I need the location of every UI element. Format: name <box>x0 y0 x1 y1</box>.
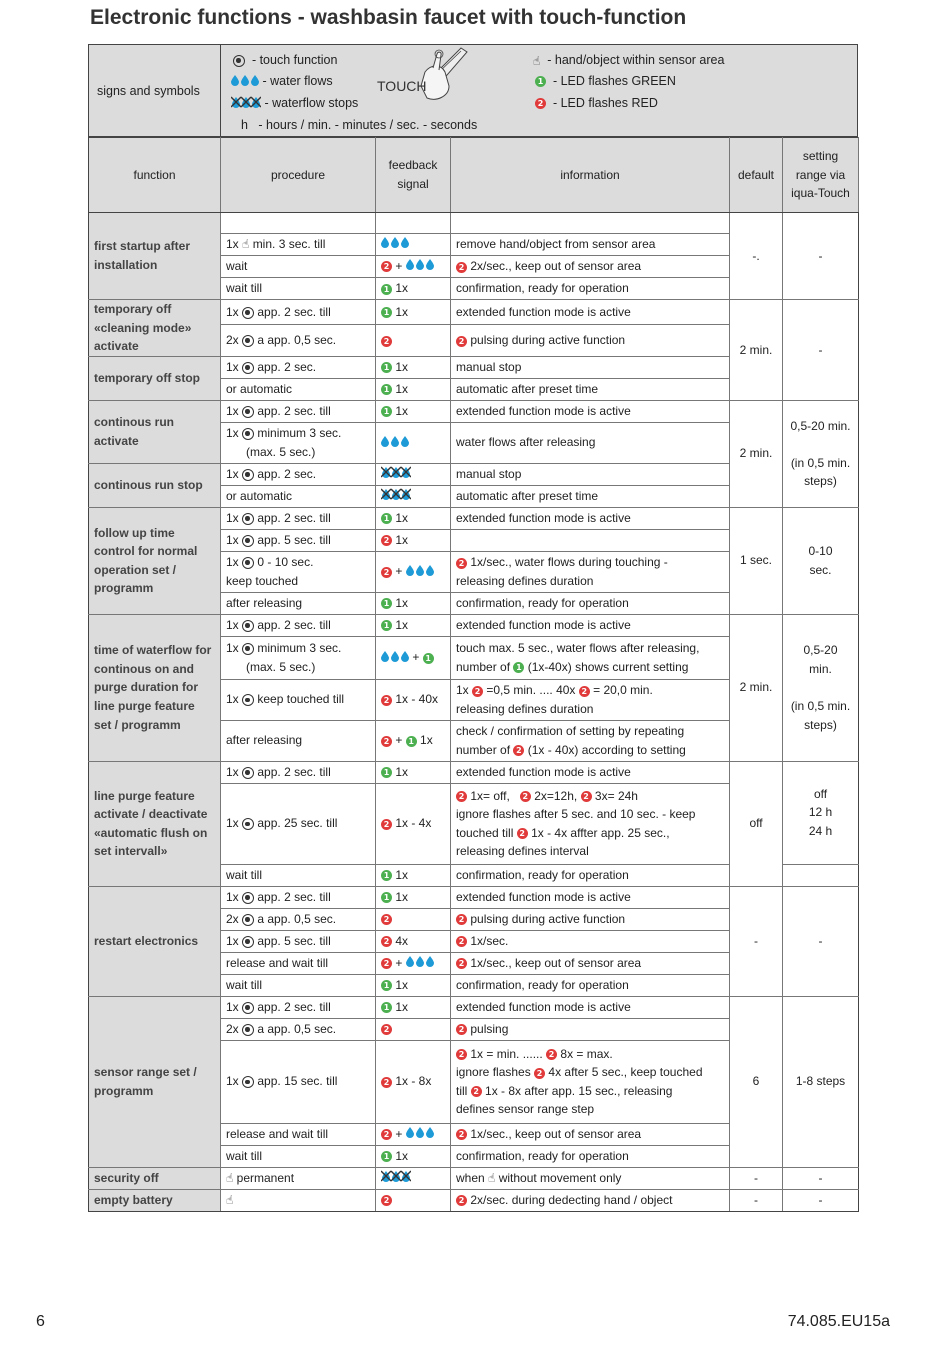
table-row <box>89 886 859 908</box>
feedback-cell: 1 1x <box>376 996 451 1018</box>
led-green-icon: 1 <box>381 892 392 903</box>
led-green-icon: 1 <box>406 736 417 747</box>
touch-icon <box>242 1024 254 1036</box>
legend-water-flows-label: - water flows <box>262 74 333 88</box>
waterflow-stop-icon <box>381 1169 411 1188</box>
default-value: 6 <box>730 996 783 1167</box>
table-header-row <box>89 138 859 213</box>
information-cell: extended function mode is active <box>451 886 730 908</box>
information-cell: 2 1x/sec., keep out of sensor area <box>451 1123 730 1145</box>
procedure-cell: 1x app. 2 sec. till <box>221 507 376 529</box>
col-information: information <box>451 138 730 213</box>
information-cell: 1x 2 =0,5 min. .... 40x 2 = 20,0 min. releasing defines duration <box>451 679 730 720</box>
col-feedback: feedback signal <box>376 138 451 213</box>
legend-hand <box>533 53 724 68</box>
feedback-cell: 2 + <box>376 551 451 592</box>
information-cell: water flows after releasing <box>451 422 730 463</box>
led-red-icon: 2 <box>381 1195 392 1206</box>
procedure-cell: 2x a app. 0,5 sec. <box>221 325 376 356</box>
led-red-icon: 2 <box>513 745 524 756</box>
information-cell: 2 1x = min. ...... 2 8x = max. ignore flashes 2 4x after 5 sec., keep touched till 2 1x - 8x after app. 15 sec., releasing defines sensor range step <box>451 1040 730 1123</box>
legend-waterflow-stops <box>231 96 358 111</box>
function-security-off: security off <box>89 1167 221 1189</box>
feedback-cell <box>376 325 451 356</box>
table-row <box>89 300 859 325</box>
table-row <box>89 213 859 234</box>
procedure-cell: 2x a app. 0,5 sec. <box>221 1018 376 1040</box>
led-red-icon: 2 <box>381 336 392 347</box>
information-cell: confirmation, ready for operation <box>451 864 730 886</box>
information-cell: extended function mode is active <box>451 400 730 422</box>
setting-range: 0-10 sec. <box>783 507 859 614</box>
feedback-cell: 2 + 1 1x <box>376 720 451 761</box>
page-title: Electronic functions - washbasin faucet with touch-function <box>90 6 687 29</box>
touch-icon <box>242 535 254 547</box>
procedure-cell: 1x app. 2 sec. till <box>221 614 376 636</box>
water-drops-icon <box>406 563 434 582</box>
information-cell: 2 pulsing <box>451 1018 730 1040</box>
led-red-icon: 2 <box>456 336 467 347</box>
feedback-cell <box>376 1167 451 1189</box>
information-cell: when ☝ without movement only <box>451 1167 730 1189</box>
document-code: 74.085.EU15a <box>787 1313 890 1330</box>
feedback-cell: 2 1x - 4x <box>376 783 451 864</box>
water-drops-icon <box>406 257 434 276</box>
feedback-cell: 1 1x <box>376 378 451 400</box>
procedure-cell: 1x app. 2 sec. till <box>221 300 376 325</box>
procedure-cell: 2x a app. 0,5 sec. <box>221 908 376 930</box>
feedback-cell: 1 1x <box>376 864 451 886</box>
default-value: - <box>730 1189 783 1211</box>
feedback-cell: 2 1x <box>376 529 451 551</box>
water-drops-icon <box>231 74 259 89</box>
led-red-icon: 2 <box>546 1049 557 1060</box>
hand-icon: ☝ <box>488 1171 496 1186</box>
table-row <box>89 1189 859 1211</box>
procedure-cell: 1x app. 2 sec. till <box>221 400 376 422</box>
led-red-icon: 2 <box>381 819 392 830</box>
led-green-icon: 1 <box>381 620 392 631</box>
feedback-cell: 1 1x <box>376 300 451 325</box>
feedback-cell <box>376 422 451 463</box>
led-green-icon: 1 <box>381 1151 392 1162</box>
col-function: function <box>89 138 221 213</box>
default-value: 2 min. <box>730 400 783 507</box>
feedback-cell: 1 1x <box>376 761 451 783</box>
feedback-cell: 1 1x <box>376 886 451 908</box>
default-value: -. <box>730 213 783 300</box>
feedback-cell: 2 1x - 8x <box>376 1040 451 1123</box>
led-red-icon: 2 <box>381 535 392 546</box>
setting-range: 1-8 steps <box>783 996 859 1167</box>
touch-icon <box>242 694 254 706</box>
procedure-cell: wait <box>221 256 376 278</box>
information-cell: confirmation, ready for operation <box>451 974 730 996</box>
water-drops-icon <box>406 1125 434 1144</box>
led-red-icon: 2 <box>456 558 467 569</box>
led-green-icon: 1 <box>381 307 392 318</box>
default-value: 2 min. <box>730 614 783 761</box>
information-cell: confirmation, ready for operation <box>451 278 730 300</box>
table-row <box>89 761 859 783</box>
procedure-cell: 1x app. 2 sec. <box>221 463 376 485</box>
feedback-cell: 1 1x <box>376 974 451 996</box>
touch-illustration <box>375 42 470 109</box>
hand-icon: ☝ <box>226 1193 234 1208</box>
led-red-icon: 2 <box>456 1195 467 1206</box>
setting-range: - <box>783 1167 859 1189</box>
led-green-icon: 1 <box>381 513 392 524</box>
function-line-purge: line purge feature activate / deactivate «automatic flush on set intervall» <box>89 761 221 886</box>
information-cell: 2 2x/sec., keep out of sensor area <box>451 256 730 278</box>
feedback-cell: 2 + <box>376 256 451 278</box>
touch-icon <box>242 335 254 347</box>
information-cell: 2 pulsing during active function <box>451 908 730 930</box>
feedback-cell: 1 1x <box>376 356 451 378</box>
led-red-icon: 2 <box>581 791 592 802</box>
procedure-cell: 1x app. 2 sec. till <box>221 996 376 1018</box>
setting-range: 0,5-20 min. (in 0,5 min. steps) <box>783 614 859 761</box>
waterflow-stop-icon <box>381 487 411 506</box>
procedure-cell: 1x 0 - 10 sec. keep touched <box>221 551 376 592</box>
legend-touch-label: - touch function <box>251 53 338 67</box>
legend-green-label: - LED flashes GREEN <box>552 74 676 88</box>
led-green-icon: 1 <box>381 384 392 395</box>
function-time-of-waterflow: time of waterflow for continous on and purge duration for line purge feature set / programm <box>89 614 221 761</box>
function-continous-run-stop: continous run stop <box>89 463 221 507</box>
led-red-icon: 2 <box>381 736 392 747</box>
procedure-cell: wait till <box>221 974 376 996</box>
setting-range: - <box>783 886 859 996</box>
procedure-cell: 1x minimum 3 sec. (max. 5 sec.) <box>221 636 376 679</box>
led-red-icon: 2 <box>381 1077 392 1088</box>
information-cell: automatic after preset time <box>451 485 730 507</box>
information-cell <box>451 529 730 551</box>
legend-red-label: - LED flashes RED <box>552 96 658 110</box>
function-temporary-off-activate: temporary off «cleaning mode» activate <box>89 300 221 357</box>
legend-waterflow-stops-label: - waterflow stops <box>264 96 359 110</box>
function-continous-run-activate: continous run activate <box>89 400 221 463</box>
touch-icon <box>242 1076 254 1088</box>
table-row <box>89 1167 859 1189</box>
touch-icon <box>242 767 254 779</box>
function-sensor-range: sensor range set / programm <box>89 996 221 1167</box>
water-drops-icon <box>381 649 409 668</box>
led-red-icon: 2 <box>381 261 392 272</box>
setting-range: - <box>783 1189 859 1211</box>
led-red-icon: 2 <box>456 791 467 802</box>
table-row <box>89 400 859 422</box>
led-red-icon: 2 <box>456 958 467 969</box>
feedback-cell: 1 1x <box>376 1145 451 1167</box>
default-value: off <box>730 761 783 886</box>
information-cell: manual stop <box>451 463 730 485</box>
legend-h-symbol: h <box>241 118 248 132</box>
information-cell: 2 1x= off, 2 2x=12h, 2 3x= 24h ignore flashes after 5 sec. and 10 sec. - keep touched till 2 1x - 4x affter app. 25 sec., releasing defines interval <box>451 783 730 864</box>
touch-icon <box>242 818 254 830</box>
touch-icon <box>242 307 254 319</box>
function-empty-battery: empty battery <box>89 1189 221 1211</box>
waterflow-stop-icon <box>381 465 411 484</box>
feedback-cell <box>376 485 451 507</box>
procedure-cell: 1x app. 15 sec. till <box>221 1040 376 1123</box>
touch-icon <box>242 620 254 632</box>
touch-icon <box>242 1002 254 1014</box>
information-cell: extended function mode is active <box>451 761 730 783</box>
default-value: - <box>730 886 783 996</box>
procedure-cell: 1x app. 2 sec. till <box>221 886 376 908</box>
setting-range: 0,5-20 min. (in 0,5 min. steps) <box>783 400 859 507</box>
led-red-icon: 2 <box>535 98 546 109</box>
legend-touch <box>233 53 337 67</box>
feedback-cell: 1 1x <box>376 400 451 422</box>
led-red-icon: 2 <box>381 695 392 706</box>
information-cell: extended function mode is active <box>451 614 730 636</box>
led-red-icon: 2 <box>456 914 467 925</box>
hand-icon: ☝ <box>533 53 541 68</box>
feedback-cell: 2 1x - 40x <box>376 679 451 720</box>
led-red-icon: 2 <box>456 936 467 947</box>
setting-range: off 12 h 24 h <box>783 761 859 864</box>
feedback-cell: + 1 <box>376 636 451 679</box>
led-green-icon: 1 <box>381 598 392 609</box>
functions-table <box>88 137 859 1212</box>
hand-icon: ☝ <box>242 237 250 252</box>
function-follow-up: follow up time control for normal operation set / programm <box>89 507 221 614</box>
table-row <box>89 996 859 1018</box>
legend-heading: signs and symbols <box>89 45 221 136</box>
procedure-cell: 1x minimum 3 sec. (max. 5 sec.) <box>221 422 376 463</box>
information-cell: extended function mode is active <box>451 507 730 529</box>
led-green-icon: 1 <box>381 1002 392 1013</box>
led-red-icon: 2 <box>381 567 392 578</box>
feedback-cell: 1 1x <box>376 278 451 300</box>
procedure-cell: 1x keep touched till <box>221 679 376 720</box>
feedback-cell: 1 1x <box>376 592 451 614</box>
default-value: 2 min. <box>730 300 783 401</box>
procedure-cell: wait till <box>221 1145 376 1167</box>
led-red-icon: 2 <box>381 1129 392 1140</box>
procedure-cell: 1x app. 5 sec. till <box>221 529 376 551</box>
touch-icon <box>242 892 254 904</box>
feedback-cell <box>376 1018 451 1040</box>
touch-icon <box>242 914 254 926</box>
led-green-icon: 1 <box>381 406 392 417</box>
feedback-cell: 2 4x <box>376 930 451 952</box>
touch-icon <box>242 936 254 948</box>
procedure-cell: ☝ permanent <box>221 1167 376 1189</box>
legend-red <box>535 96 658 110</box>
procedure-cell: 1x ☝ min. 3 sec. till <box>221 234 376 256</box>
information-cell: confirmation, ready for operation <box>451 592 730 614</box>
touch-icon <box>242 643 254 655</box>
led-green-icon: 1 <box>381 362 392 373</box>
feedback-cell <box>376 1189 451 1211</box>
touch-icon <box>242 362 254 374</box>
feedback-cell <box>376 463 451 485</box>
default-value: 1 sec. <box>730 507 783 614</box>
legend-hours <box>241 118 477 132</box>
feedback-cell <box>376 908 451 930</box>
touch-icon <box>242 428 254 440</box>
information-cell: touch max. 5 sec., water flows after releasing, number of 1 (1x-40x) shows current setting <box>451 636 730 679</box>
waterflow-stop-icon <box>231 96 261 111</box>
col-setting: setting range via iqua-Touch <box>783 138 859 213</box>
function-first-startup: first startup after installation <box>89 213 221 300</box>
procedure-cell: release and wait till <box>221 1123 376 1145</box>
procedure-cell: 1x app. 2 sec. <box>221 356 376 378</box>
information-cell: manual stop <box>451 356 730 378</box>
led-red-icon: 2 <box>534 1068 545 1079</box>
information-cell: 2 2x/sec. during dedecting hand / object <box>451 1189 730 1211</box>
table-row <box>89 614 859 636</box>
water-drops-icon <box>406 954 434 973</box>
feedback-cell: 1 1x <box>376 507 451 529</box>
setting-range: - <box>783 213 859 300</box>
default-value: - <box>730 1167 783 1189</box>
procedure-cell: or automatic <box>221 485 376 507</box>
led-red-icon: 2 <box>381 958 392 969</box>
touch-icon <box>242 469 254 481</box>
led-green-icon: 1 <box>423 653 434 664</box>
information-cell: 2 1x/sec., water flows during touching - releasing defines duration <box>451 551 730 592</box>
led-green-icon: 1 <box>381 284 392 295</box>
led-green-icon: 1 <box>513 662 524 673</box>
setting-range: - <box>783 300 859 401</box>
water-drops-icon <box>381 434 409 453</box>
led-red-icon: 2 <box>456 1129 467 1140</box>
led-green-icon: 1 <box>535 76 546 87</box>
feedback-cell: 2 + <box>376 952 451 974</box>
page-number: 6 <box>36 1313 45 1330</box>
led-red-icon: 2 <box>456 1049 467 1060</box>
procedure-cell: after releasing <box>221 720 376 761</box>
function-temporary-off-stop: temporary off stop <box>89 356 221 400</box>
legend-hours-label: - hours / min. - minutes / sec. - seconds <box>258 118 478 132</box>
procedure-cell: release and wait till <box>221 952 376 974</box>
feedback-cell: 1 1x <box>376 614 451 636</box>
led-red-icon: 2 <box>381 936 392 947</box>
procedure-cell: or automatic <box>221 378 376 400</box>
feedback-cell: 2 + <box>376 1123 451 1145</box>
touch-icon <box>242 557 254 569</box>
information-cell: confirmation, ready for operation <box>451 1145 730 1167</box>
procedure-cell: after releasing <box>221 592 376 614</box>
led-green-icon: 1 <box>381 980 392 991</box>
led-red-icon: 2 <box>517 828 528 839</box>
col-default: default <box>730 138 783 213</box>
procedure-cell: 1x app. 25 sec. till <box>221 783 376 864</box>
led-red-icon: 2 <box>456 262 467 273</box>
led-red-icon: 2 <box>472 686 483 697</box>
procedure-cell: wait till <box>221 278 376 300</box>
procedure-cell: 1x app. 5 sec. till <box>221 930 376 952</box>
information-cell: extended function mode is active <box>451 300 730 325</box>
information-cell: 2 pulsing during active function <box>451 325 730 356</box>
information-cell: 2 1x/sec. <box>451 930 730 952</box>
feedback-cell <box>376 234 451 256</box>
legend-water-flows <box>231 74 333 89</box>
led-red-icon: 2 <box>456 1024 467 1035</box>
information-cell: remove hand/object from sensor area <box>451 234 730 256</box>
led-red-icon: 2 <box>381 1024 392 1035</box>
hand-icon: ☝ <box>226 1171 234 1186</box>
information-cell: check / confirmation of setting by repeating number of 2 (1x - 40x) according to setting <box>451 720 730 761</box>
table-row <box>89 507 859 529</box>
legend-green <box>535 74 676 88</box>
procedure-cell <box>221 1189 376 1211</box>
touch-icon <box>242 406 254 418</box>
touch-icon <box>242 513 254 525</box>
function-restart-electronics: restart electronics <box>89 886 221 996</box>
information-cell: automatic after preset time <box>451 378 730 400</box>
col-procedure: procedure <box>221 138 376 213</box>
led-green-icon: 1 <box>381 767 392 778</box>
information-cell: 2 1x/sec., keep out of sensor area <box>451 952 730 974</box>
information-cell: extended function mode is active <box>451 996 730 1018</box>
water-drops-icon <box>381 235 409 254</box>
led-red-icon: 2 <box>520 791 531 802</box>
legend-hand-label: - hand/object within sensor area <box>547 53 725 67</box>
touch-icon <box>233 55 245 67</box>
led-red-icon: 2 <box>471 1086 482 1097</box>
led-red-icon: 2 <box>381 914 392 925</box>
led-red-icon: 2 <box>579 686 590 697</box>
procedure-cell: 1x app. 2 sec. till <box>221 761 376 783</box>
legend-box <box>88 44 858 137</box>
led-green-icon: 1 <box>381 870 392 881</box>
procedure-cell: wait till <box>221 864 376 886</box>
touch-label: TOUCH <box>377 78 427 94</box>
